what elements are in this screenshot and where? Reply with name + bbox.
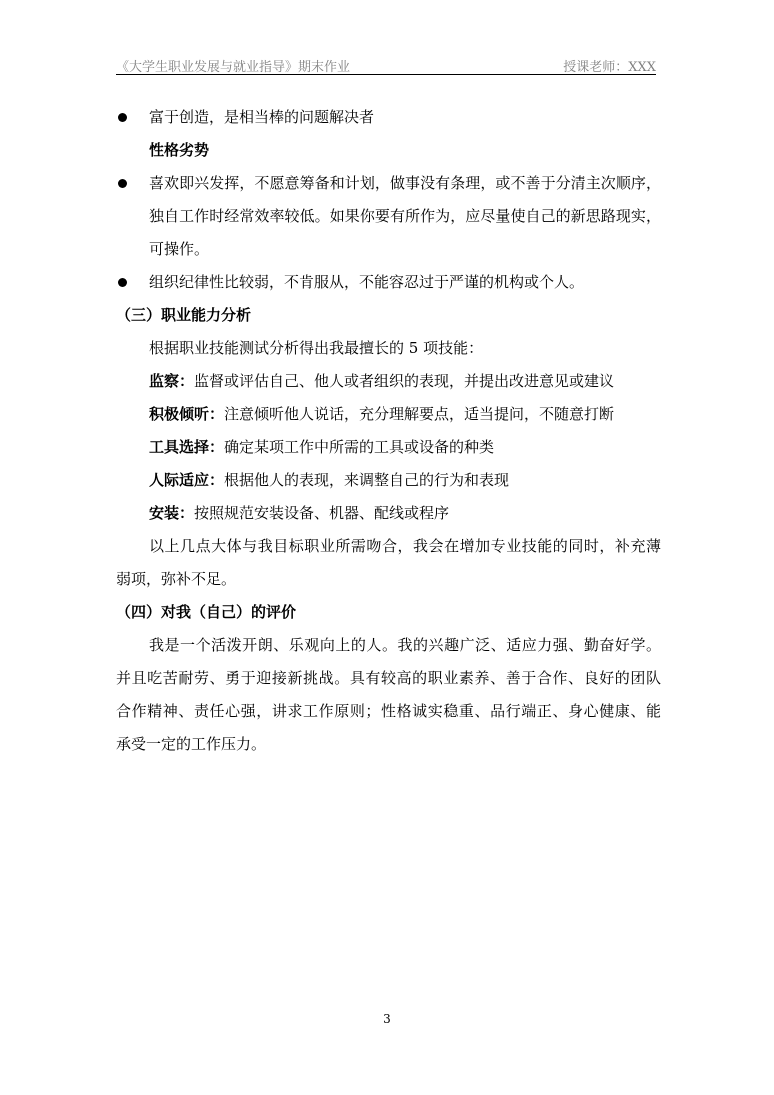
paragraph-line: 并且吃苦耐劳、勇于迎接新挑战。具有较高的职业素养、善于合作、良好的团队 [116,669,661,687]
paragraph-line: 我是一个活泼开朗、乐观向上的人。我的兴趣广泛、适应力强、勤奋好学。 [149,636,661,654]
skill-term: 安装： [149,504,195,522]
skill-desc: 监督或评估自己、他人或者组织的表现，并提出改进意见或建议 [194,372,615,390]
skill-term: 监察： [149,372,195,390]
page-number: 3 [383,1012,391,1026]
personality-weakness-heading: 性格劣势 [149,141,210,159]
bullet-text-line: 组织纪律性比较弱，不肯服从，不能容忍过于严谨的机构或个人。 [149,273,585,291]
skill-desc: 注意倾听他人说话，充分理解要点，适当提问，不随意打断 [224,405,615,423]
bullet-icon [118,179,127,188]
bullet-text-line: 独自工作时经常效率较低。如果你要有所作为，应尽量使自己的新思路现实， [149,207,661,225]
page-header [116,56,656,75]
skill-term: 工具选择： [149,438,225,456]
skill-term: 人际适应： [149,471,225,489]
self-evaluation-paragraph [116,629,661,761]
paragraph-line: 合作精神、责任心强，讲求工作原则；性格诚实稳重、品行端正、身心健康、能 [116,702,661,720]
paragraph-line: 承受一定的工作压力。 [116,735,267,753]
skill-item [116,398,661,431]
section-heading-self-evaluation: （四）对我（自己）的评价 [116,603,297,621]
skill-item [116,497,661,530]
bullet-text-line: 喜欢即兴发挥，不愿意筹备和计划，做事没有条理，或不善于分清主次顺序， [149,174,661,192]
skill-term: 积极倾听： [149,405,225,423]
ability-intro: 根据职业技能测试分析得出我最擅长的 5 项技能： [149,339,484,357]
header-teacher: 授课老师：XXX [563,60,656,75]
skill-item [116,464,661,497]
summary-line: 弱项，弥补不足。 [116,570,237,588]
section-heading-ability: （三）职业能力分析 [116,306,252,324]
skill-item [116,431,661,464]
ability-summary [116,530,661,596]
bullet-text-line: 可操作。 [149,240,210,258]
bullet-item [116,167,661,266]
skill-item [116,365,661,398]
skill-desc: 按照规范安装设备、机器、配线或程序 [194,504,450,522]
summary-line: 以上几点大体与我目标职业所需吻合，我会在增加专业技能的同时，补充薄 [149,537,661,555]
bullet-icon [118,113,127,122]
page-content [116,101,661,761]
skill-desc: 确定某项工作中所需的工具或设备的种类 [224,438,495,456]
bullet-icon [118,278,127,287]
skill-desc: 根据他人的表现，来调整自己的行为和表现 [224,471,510,489]
bullet-item [116,266,661,299]
bullet-item [116,101,661,134]
header-course-title: 《大学生职业发展与就业指导》期末作业 [116,60,351,75]
bullet-text: 富于创造，是相当棒的问题解决者 [149,108,375,126]
